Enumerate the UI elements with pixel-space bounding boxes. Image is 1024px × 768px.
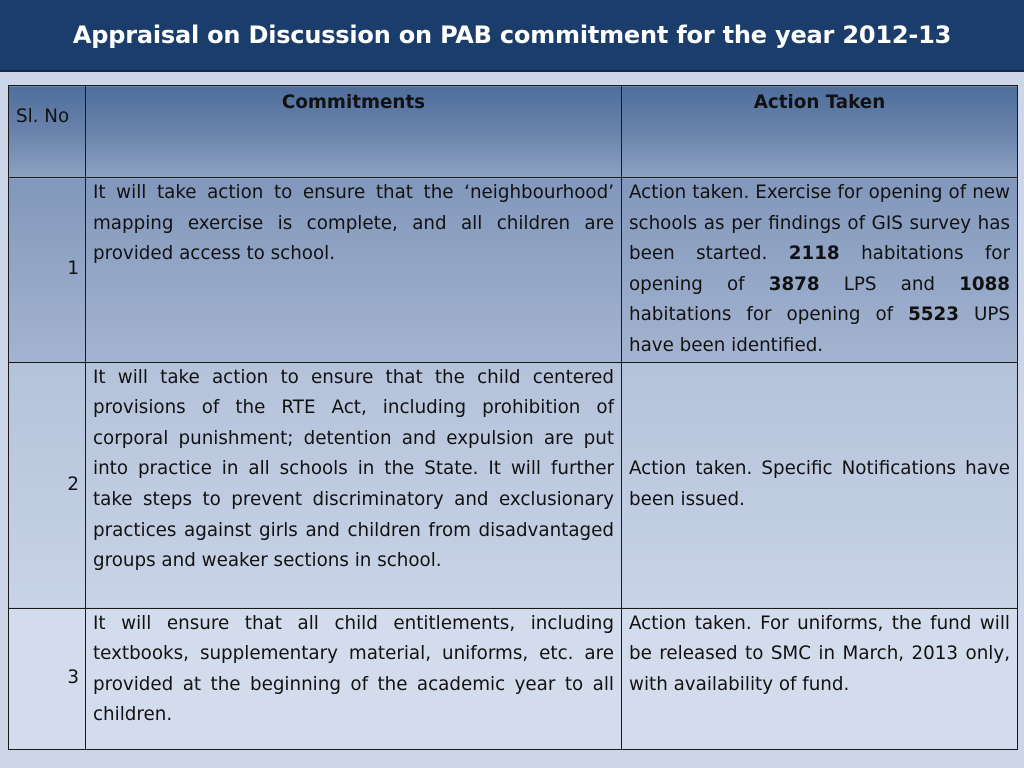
table-row (9, 362, 1018, 608)
action-number: 5523 (908, 304, 959, 326)
commitment-cell: It will take action to ensure that the ‘neighbourhood’ mapping exercise is complete, and all children are provided access to school. (86, 178, 622, 363)
header-commitments: Commitments (86, 86, 622, 178)
commitment-cell: It will ensure that all child entitlements, including textbooks, supplementary material, uniforms, etc. are provided at the beginning of the academic year to all children. (86, 608, 622, 749)
title-bar (0, 0, 1024, 72)
action-number: 2118 (788, 243, 840, 265)
slide-title: Appraisal on Discussion on PAB commitment for the year 2012-13 (72, 21, 952, 49)
action-text: UPS have been identified. (629, 304, 1010, 356)
table-row (9, 178, 1018, 363)
commitments-table (8, 85, 1018, 750)
action-cell: Action taken. For uniforms, the fund will be released to SMC in March, 2013 only, with availability of fund. (622, 608, 1018, 749)
header-action-taken: Action Taken (622, 86, 1018, 178)
action-text: Action taken. Exercise for opening of new schools as per findings of GIS survey has been started. (629, 182, 1010, 265)
action-number: 3878 (768, 273, 820, 295)
commitment-cell: It will take action to ensure that the child centered provisions of the RTE Act, including prohibition of corporal punishment; detention and expulsion are put into practice in all schools in the State. It will further take steps to prevent discriminatory and exclusionary practices against girls and children from disadvantaged groups and weaker sections in school. (86, 362, 622, 608)
table-header-row (9, 86, 1018, 178)
table-row (9, 608, 1018, 749)
action-text: habitations for opening of (629, 304, 894, 326)
action-text: habitations for opening of (629, 243, 1011, 295)
row-number: 2 (9, 362, 86, 608)
action-cell: Action taken. Specific Notifications have been issued. (622, 362, 1018, 608)
action-number: 1088 (959, 273, 1011, 295)
action-cell (622, 178, 1018, 363)
action-text: LPS and (843, 273, 936, 295)
row-number: 1 (9, 178, 86, 363)
header-sl-no: Sl. No (9, 86, 86, 178)
row-number: 3 (9, 608, 86, 749)
